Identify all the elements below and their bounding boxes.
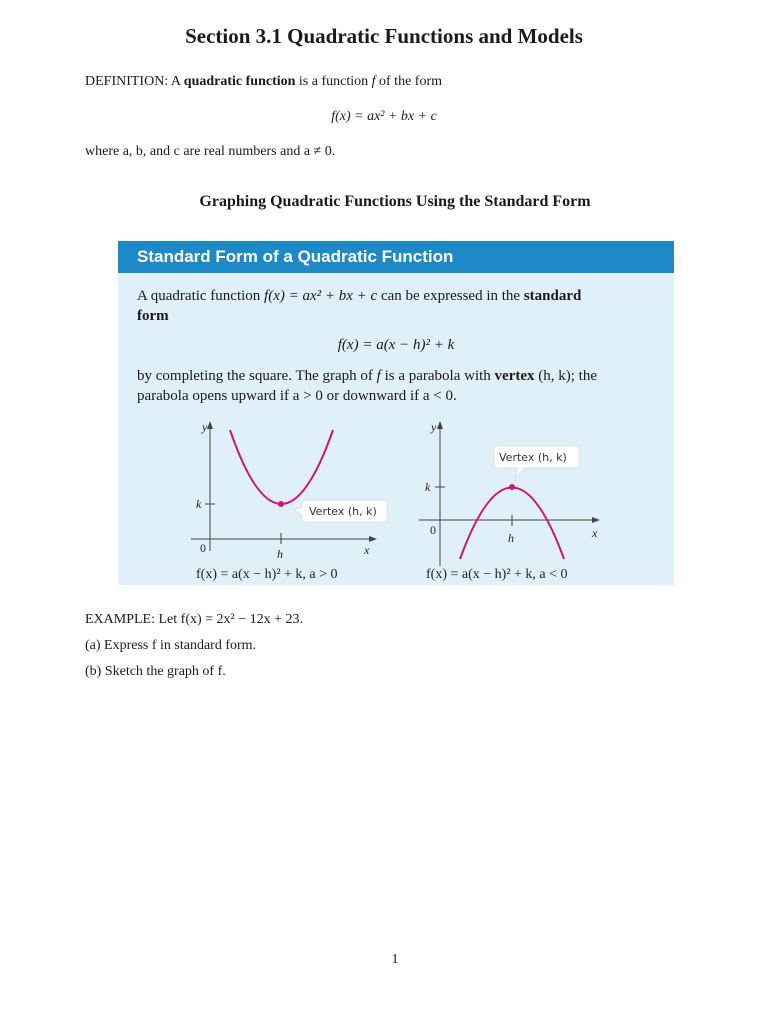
box-line-1-text: A quadratic function bbox=[137, 288, 265, 304]
box-line-3-text-c: (h, k); the bbox=[534, 368, 597, 384]
box-line-3-text-b: is a parabola with bbox=[380, 368, 495, 384]
graph-caption: f(x) = a(x − h)² + k, a > 0 bbox=[196, 567, 338, 582]
definition-f: f bbox=[371, 74, 376, 89]
definition-line bbox=[85, 74, 442, 90]
x-axis-arrow bbox=[592, 517, 600, 523]
vertex-point bbox=[509, 484, 515, 490]
example-line-3: (b) Sketch the graph of f. bbox=[85, 664, 226, 679]
vertex-label: Vertex (h, k) bbox=[499, 451, 567, 464]
box-line-3-f: f bbox=[376, 368, 381, 384]
example-line-2: (a) Express f in standard form. bbox=[85, 638, 257, 653]
x-label: x bbox=[592, 526, 598, 540]
box-line-1 bbox=[137, 288, 581, 305]
y-axis-arrow bbox=[207, 421, 213, 429]
x-label: x bbox=[364, 543, 370, 557]
definition-rest: is a function bbox=[295, 74, 372, 89]
box-line-1-formula: f(x) = ax² + bx + c bbox=[264, 288, 378, 304]
y-axis-arrow bbox=[437, 421, 443, 429]
graph-caption: f(x) = a(x − h)² + k, a < 0 bbox=[426, 567, 568, 582]
box-line-3-bold: vertex bbox=[494, 368, 535, 384]
y-label: y bbox=[202, 420, 208, 434]
subsection-title: Graphing Quadratic Functions Using the Standard Form bbox=[199, 193, 591, 210]
standard-form-box bbox=[118, 241, 674, 585]
graph-downward-parabola bbox=[416, 416, 666, 585]
x-axis-arrow bbox=[369, 536, 377, 542]
definition-tail: of the form bbox=[375, 74, 442, 89]
box-line-1-text-b: can be expressed in the bbox=[377, 288, 524, 304]
box-line-3-text: by completing the square. The graph of bbox=[137, 368, 377, 384]
definition-where: where a, b, and c are real numbers and a ≠ 0. bbox=[85, 144, 336, 159]
box-line-4: parabola opens upward if a > 0 or downward if a < 0. bbox=[137, 388, 457, 404]
page-title: Section 3.1 Quadratic Functions and Models bbox=[185, 24, 583, 48]
page-number: 1 bbox=[391, 952, 399, 967]
example-line-1: EXAMPLE: Let f(x) = 2x² − 12x + 23. bbox=[85, 612, 304, 627]
box-header: Standard Form of a Quadratic Function bbox=[118, 241, 674, 273]
box-line-3 bbox=[137, 368, 597, 385]
parabola-curve bbox=[230, 430, 333, 504]
box-line-2 bbox=[137, 308, 169, 325]
definition-lead: DEFINITION: A bbox=[85, 74, 184, 89]
box-formula: f(x) = a(x − h)² + k bbox=[337, 337, 455, 353]
vertex-label: Vertex (h, k) bbox=[309, 505, 377, 518]
y-label: y bbox=[431, 420, 437, 434]
vertex-point bbox=[278, 501, 284, 507]
h-label: h bbox=[508, 531, 514, 545]
origin-label: 0 bbox=[430, 523, 436, 537]
definition-term: quadratic function bbox=[183, 74, 296, 89]
definition-formula: f(x) = ax² + bx + c bbox=[331, 109, 437, 124]
box-line-1-bold: standard bbox=[523, 288, 582, 304]
h-label: h bbox=[277, 547, 283, 561]
k-label: k bbox=[196, 497, 202, 511]
origin-label: 0 bbox=[200, 541, 206, 555]
box-line-2-bold: form bbox=[137, 308, 169, 324]
k-label: k bbox=[425, 480, 431, 494]
